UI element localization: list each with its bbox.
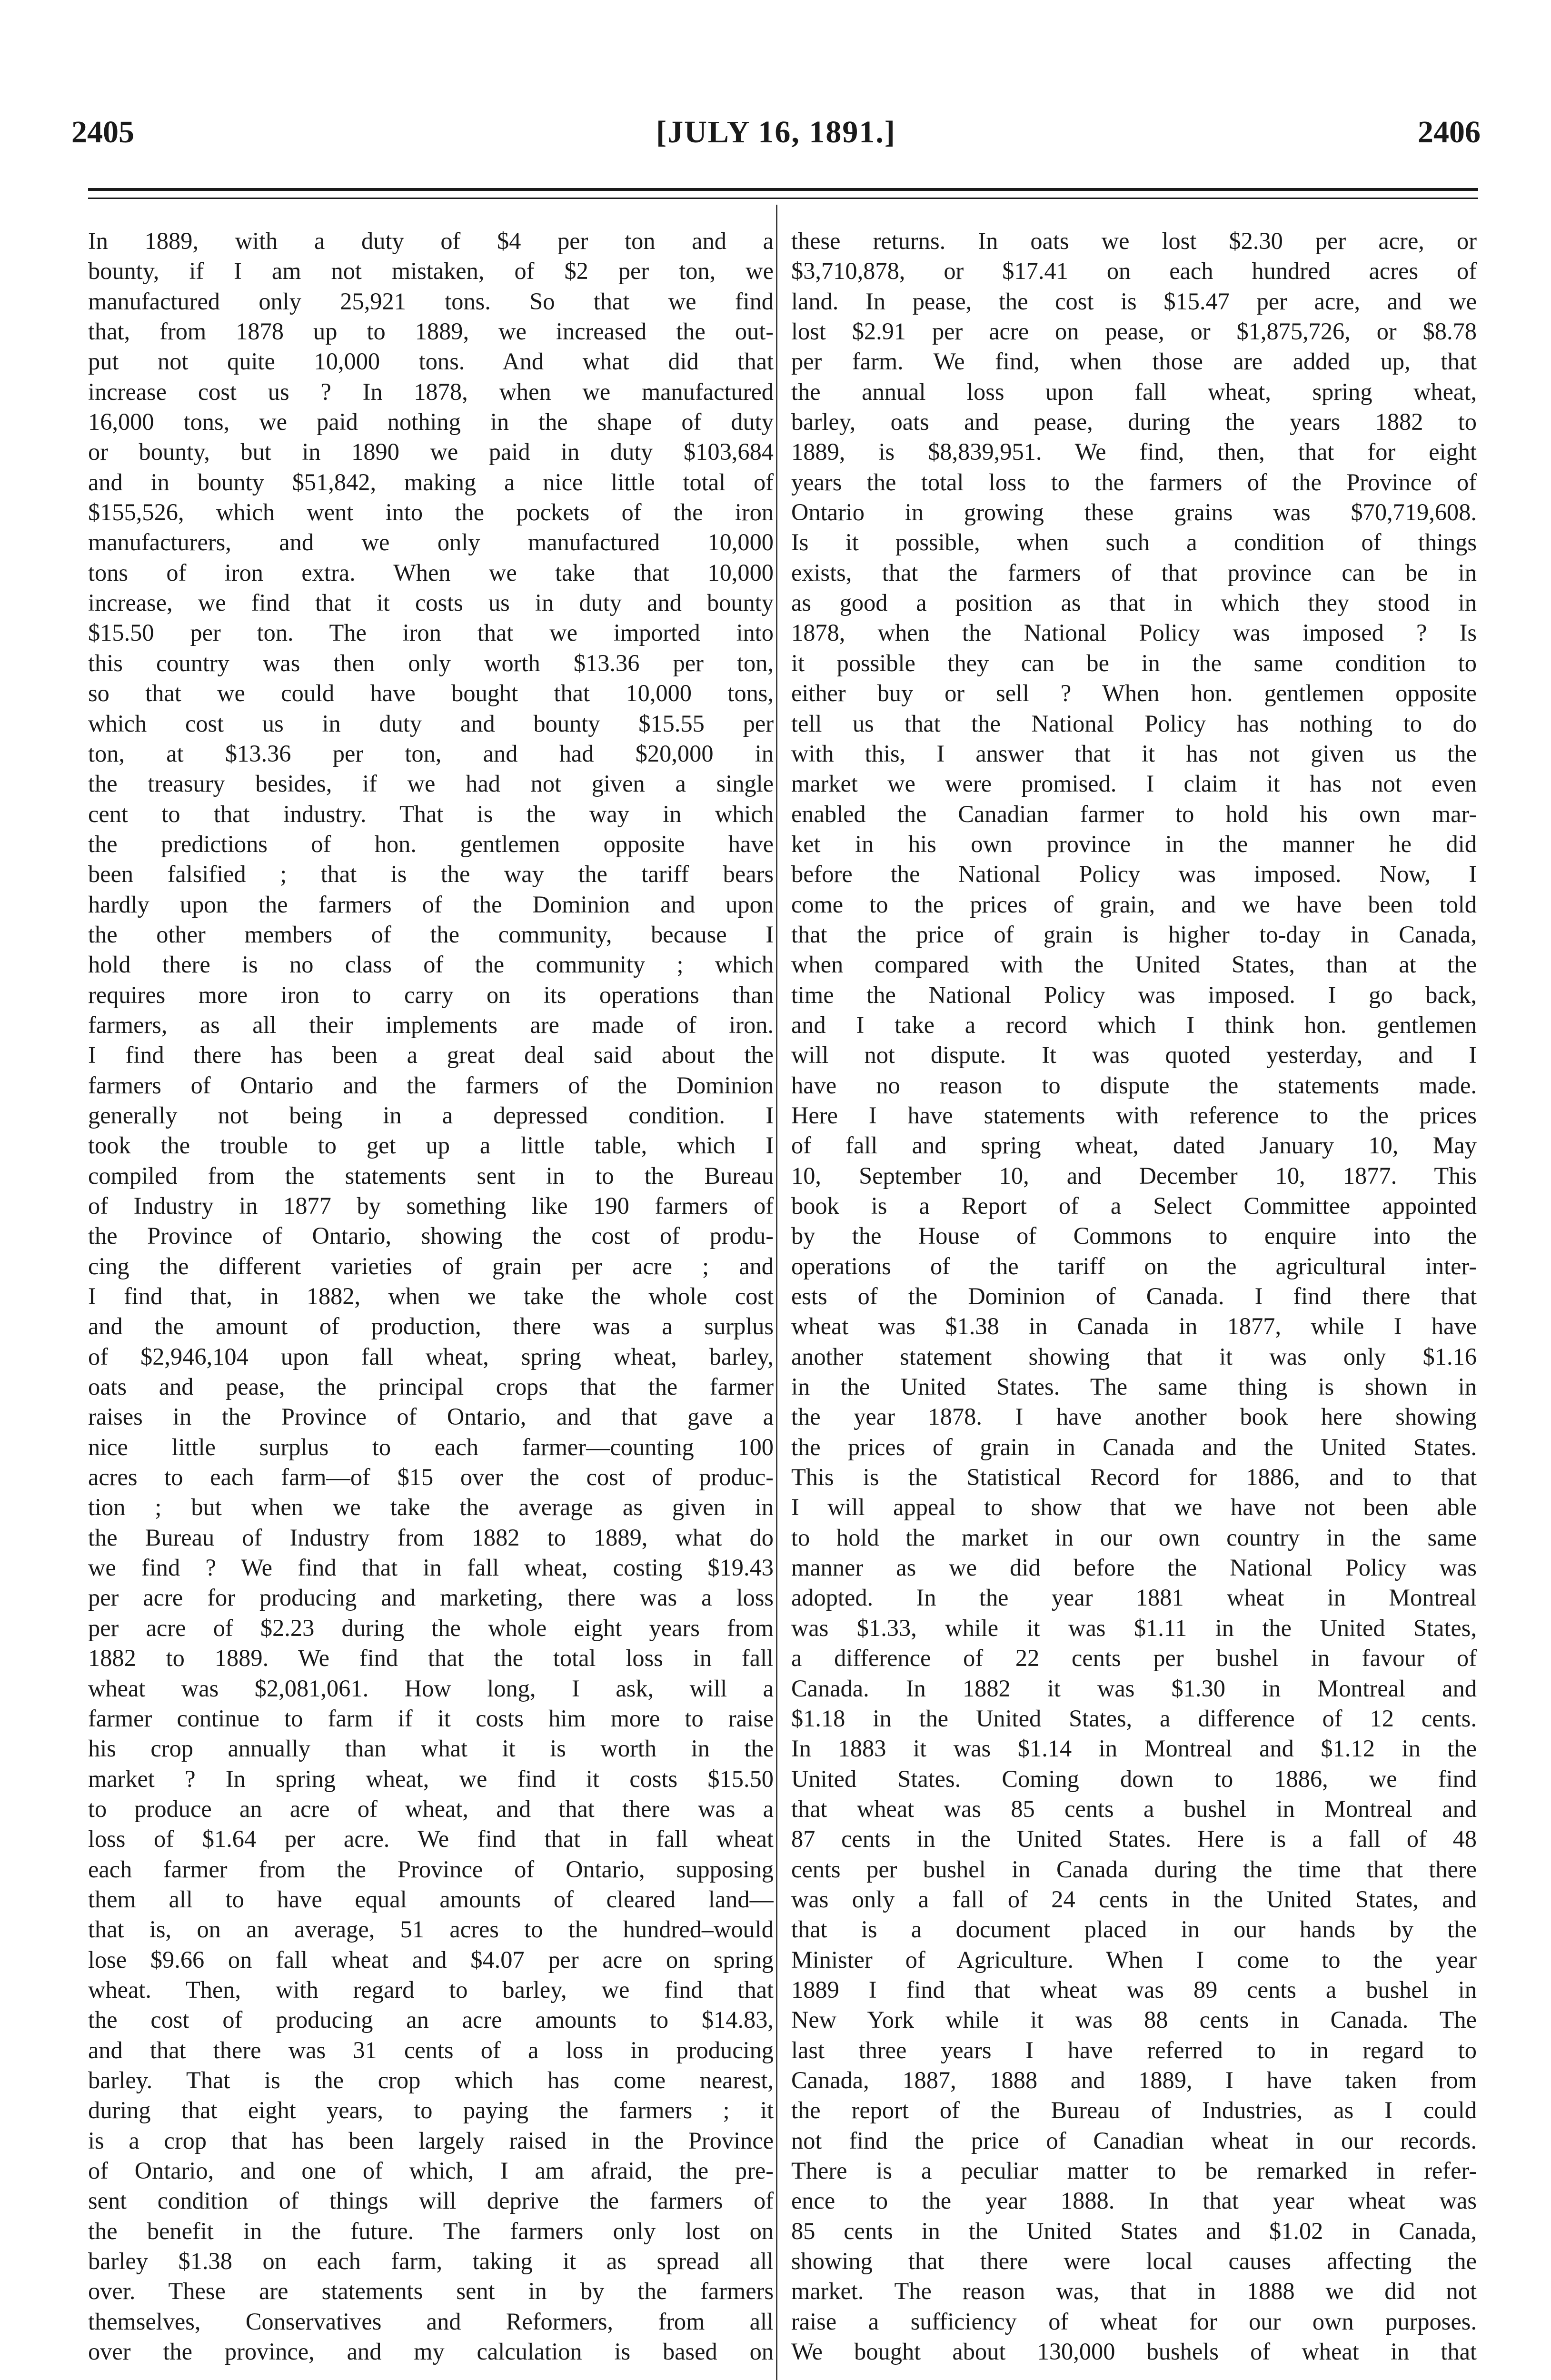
text-line: before the National Policy was imposed. Now, I [791, 861, 1477, 888]
column-divider [776, 205, 777, 2380]
text-line: have no reason to dispute the statements made. [791, 1071, 1477, 1099]
text-line: the annual loss upon fall wheat, spring wheat, [791, 378, 1477, 405]
text-line: compiled from the statements sent in to the Bureau [88, 1162, 774, 1189]
text-line: per acre for producing and marketing, there was a loss [88, 1584, 774, 1611]
text-line: market. The reason was, that in 1888 we did not [791, 2278, 1477, 2305]
text-line: increase, we find that it costs us in duty and bounty [88, 589, 774, 616]
text-line: $3,710,878, or $17.41 on each hundred acres of [791, 258, 1477, 285]
text-line: tell us that the National Policy has nothing to do [791, 710, 1477, 737]
text-line: so that we could have bought that 10,000 tons, [88, 680, 774, 707]
text-line: adopted. In the year 1881 wheat in Montreal [791, 1584, 1477, 1611]
text-line: a difference of 22 cents per bushel in favour of [791, 1645, 1477, 1672]
text-line: farmers of Ontario and the farmers of the Dominion [88, 1071, 774, 1099]
text-line: by the House of Commons to enquire into the [791, 1222, 1477, 1250]
right-column [791, 226, 1477, 2380]
text-line: this country was then only worth $13.36 per ton, [88, 649, 774, 676]
text-line: the cost of producing an acre amounts to $14.83, [88, 2006, 774, 2033]
text-line: wheat was $1.38 in Canada in 1877, while I have [791, 1313, 1477, 1340]
text-line: oats and pease, the principal crops that the farmer [88, 1373, 774, 1400]
text-line: ence to the year 1888. In that year wheat was [791, 2187, 1477, 2214]
text-line: hold there is no class of the community ; which [88, 951, 774, 978]
text-line: nice little surplus to each farmer—counting 100 [88, 1433, 774, 1460]
text-line: the benefit in the future. The farmers only lost on [88, 2217, 774, 2244]
text-line: I find that, in 1882, when we take the whole cost [88, 1283, 774, 1310]
text-line: time the National Policy was imposed. I go back, [791, 981, 1477, 1008]
text-line: There is a peculiar matter to be remarked in refer- [791, 2157, 1477, 2184]
text-line: operations of the tariff on the agricultural inter- [791, 1252, 1477, 1279]
text-line: exists, that the farmers of that province can be in [791, 559, 1477, 586]
text-line: another statement showing that it was only $1.16 [791, 1343, 1477, 1370]
header-rule-thin [88, 198, 1478, 199]
text-line: is a crop that has been largely raised in the Province [88, 2127, 774, 2154]
text-line: raises in the Province of Ontario, and that gave a [88, 1403, 774, 1430]
left-column [88, 226, 774, 2380]
text-line: Minister of Agriculture. When I come to the year [791, 1946, 1477, 1973]
text-line: over the province, and my calculation is based on [88, 2338, 774, 2365]
text-line: that wheat was 85 cents a bushel in Montreal and [791, 1795, 1477, 1822]
text-line: to hold the market in our own country in the same [791, 1524, 1477, 1551]
text-line: Canada. In 1882 it was $1.30 in Montreal and [791, 1675, 1477, 1702]
text-line: the prices of grain in Canada and the United States. [791, 1433, 1477, 1460]
text-line: barley, oats and pease, during the years 1882 to [791, 408, 1477, 436]
text-line: 10, September 10, and December 10, 1877. This [791, 1162, 1477, 1189]
text-line: sent condition of things will deprive the farmers of [88, 2187, 774, 2214]
text-line: $1.18 in the United States, a difference of 12 cents. [791, 1705, 1477, 1732]
text-line: cent to that industry. That is the way in which [88, 800, 774, 827]
text-line: of fall and spring wheat, dated January 10, May [791, 1132, 1477, 1159]
text-line: last three years I have referred to in regard to [791, 2036, 1477, 2063]
text-line: market ? In spring wheat, we find it costs $15.50 [88, 1765, 774, 1792]
text-line: that, from 1878 up to 1889, we increased the out- [88, 318, 774, 345]
text-line: either buy or sell ? When hon. gentlemen opposite [791, 680, 1477, 707]
text-line: enabled the Canadian farmer to hold his own mar- [791, 800, 1477, 827]
text-line: the other members of the community, because I [88, 921, 774, 948]
text-line: 1878, when the National Policy was imposed ? Is [791, 619, 1477, 646]
text-line: the Province of Ontario, showing the cost of produ- [88, 1222, 774, 1250]
text-line: will not dispute. It was quoted yesterday, and I [791, 1041, 1477, 1069]
text-line: the predictions of hon. gentlemen opposite have [88, 830, 774, 857]
text-line: 87 cents in the United States. Here is a fall of 48 [791, 1825, 1477, 1853]
text-line: the year 1878. I have another book here showing [791, 1403, 1477, 1430]
text-line: manner as we did before the National Policy was [791, 1554, 1477, 1581]
text-line: that is, on an average, 51 acres to the hundred–would [88, 1916, 774, 1943]
text-line: the report of the Bureau of Industries, as I could [791, 2097, 1477, 2124]
text-line: tion ; but when we take the average as given in [88, 1494, 774, 1521]
text-line: per farm. We find, when those are added up, that [791, 348, 1477, 375]
text-line: 1882 to 1889. We find that the total loss in fall [88, 1645, 774, 1672]
text-line: was $1.33, while it was $1.11 in the United States, [791, 1614, 1477, 1641]
text-line: that the price of grain is higher to-day in Canada, [791, 921, 1477, 948]
text-line: Is it possible, when such a condition of things [791, 529, 1477, 556]
text-line: which cost us in duty and bounty $15.55 per [88, 710, 774, 737]
text-line: Ontario in growing these grains was $70,719,608. [791, 499, 1477, 526]
text-line: cing the different varieties of grain per acre ; and [88, 1252, 774, 1279]
text-line: and the amount of production, there was a surplus [88, 1313, 774, 1340]
text-line: years the total loss to the farmers of the Province of [791, 468, 1477, 496]
text-line: that is a document placed in our hands by the [791, 1916, 1477, 1943]
text-line: as good a position as that in which they stood in [791, 589, 1477, 616]
header-rule-thick [88, 188, 1478, 191]
text-line: generally not being in a depressed condition. I [88, 1101, 774, 1129]
text-line: barley. That is the crop which has come nearest, [88, 2066, 774, 2093]
text-line: ests of the Dominion of Canada. I find there that [791, 1283, 1477, 1310]
text-line: 1889, is $8,839,951. We find, then, that for eight [791, 438, 1477, 466]
text-line: of Industry in 1877 by something like 190 farmers of [88, 1192, 774, 1219]
text-line: his crop annually than what it is worth in the [88, 1735, 774, 1762]
text-line: New York while it was 88 cents in Canada. The [791, 2006, 1477, 2033]
text-line: raise a sufficiency of wheat for our own purposes. [791, 2308, 1477, 2335]
text-line: and that there was 31 cents of a loss in producing [88, 2036, 774, 2063]
text-line: increase cost us ? In 1878, when we manufactured [88, 378, 774, 405]
page-number-right: 2406 [1418, 115, 1481, 149]
text-line: 16,000 tons, we paid nothing in the shape of duty [88, 408, 774, 436]
text-line: not find the price of Canadian wheat in our records. [791, 2127, 1477, 2154]
text-line: to produce an acre of wheat, and that there was a [88, 1795, 774, 1822]
text-line: book is a Report of a Select Committee appointed [791, 1192, 1477, 1219]
text-line: hardly upon the farmers of the Dominion and upon [88, 891, 774, 918]
text-line: them all to have equal amounts of cleared land— [88, 1885, 774, 1913]
page-header [71, 114, 1481, 167]
text-line: each farmer from the Province of Ontario, supposing [88, 1855, 774, 1883]
text-line: cents per bushel in Canada during the time that there [791, 1855, 1477, 1883]
header-date: [JULY 16, 1891.] [656, 115, 896, 149]
text-line: come to the prices of grain, and we have been told [791, 891, 1477, 918]
text-line: and I take a record which I think hon. gentlemen [791, 1011, 1477, 1038]
text-line: took the trouble to get up a little table, which I [88, 1132, 774, 1159]
text-line: market we were promised. I claim it has not even [791, 770, 1477, 797]
text-line: bounty, if I am not mistaken, of $2 per ton, we [88, 258, 774, 285]
text-line: been falsified ; that is the way the tariff bears [88, 861, 774, 888]
text-line: farmers, as all their implements are made of iron. [88, 1011, 774, 1038]
text-line: these returns. In oats we lost $2.30 per acre, or [791, 228, 1477, 254]
text-line: farmer continue to farm if it costs him more to raise [88, 1705, 774, 1732]
text-line: Canada, 1887, 1888 and 1889, I have taken from [791, 2066, 1477, 2093]
text-line: tons of iron extra. When we take that 10,000 [88, 559, 774, 586]
text-line: loss of $1.64 per acre. We find that in fall wheat [88, 1825, 774, 1853]
text-line: $155,526, which went into the pockets of the iron [88, 499, 774, 526]
text-line: during that eight years, to paying the farmers ; it [88, 2097, 774, 2124]
text-line: ton, at $13.36 per ton, and had $20,000 in [88, 740, 774, 767]
text-line: This is the Statistical Record for 1886, and to that [791, 1464, 1477, 1491]
text-line: In 1889, with a duty of $4 per ton and a [88, 228, 774, 254]
text-line: put not quite 10,000 tons. And what did that [88, 348, 774, 375]
text-line: 1889 I find that wheat was 89 cents a bushel in [791, 1976, 1477, 2003]
text-line: with this, I answer that it has not given us the [791, 740, 1477, 767]
text-line: of Ontario, and one of which, I am afraid, the pre- [88, 2157, 774, 2184]
text-line: of $2,946,104 upon fall wheat, spring wheat, barley, [88, 1343, 774, 1370]
text-line: Here I have statements with reference to the prices [791, 1101, 1477, 1129]
text-line: I find there has been a great deal said about the [88, 1041, 774, 1069]
text-line: ket in his own province in the manner he did [791, 830, 1477, 857]
text-line: showing that there were local causes affecting the [791, 2248, 1477, 2275]
text-line: requires more iron to carry on its operations than [88, 981, 774, 1008]
text-line: the treasury besides, if we had not given a single [88, 770, 774, 797]
text-line: the Bureau of Industry from 1882 to 1889, what do [88, 1524, 774, 1551]
text-line: or bounty, but in 1890 we paid in duty $103,684 [88, 438, 774, 466]
text-line: I will appeal to show that we have not been able [791, 1494, 1477, 1521]
text-line: and in bounty $51,842, making a nice little total of [88, 468, 774, 496]
text-line: manufactured only 25,921 tons. So that we find [88, 288, 774, 315]
text-line: per acre of $2.23 during the whole eight years from [88, 1614, 774, 1641]
text-line: We bought about 130,000 bushels of wheat in that [791, 2338, 1477, 2365]
text-line: $15.50 per ton. The iron that we imported into [88, 619, 774, 646]
text-line: we find ? We find that in fall wheat, costing $19.43 [88, 1554, 774, 1581]
text-line: in the United States. The same thing is shown in [791, 1373, 1477, 1400]
text-line: was only a fall of 24 cents in the United States, and [791, 1885, 1477, 1913]
page-number-left: 2405 [71, 115, 134, 149]
text-line: lose $9.66 on fall wheat and $4.07 per acre on spring [88, 1946, 774, 1973]
text-line: acres to each farm—of $15 over the cost of produc- [88, 1464, 774, 1491]
text-line: barley $1.38 on each farm, taking it as spread all [88, 2248, 774, 2275]
text-line: over. These are statements sent in by the farmers [88, 2278, 774, 2305]
text-line: 85 cents in the United States and $1.02 in Canada, [791, 2217, 1477, 2244]
text-line: wheat. Then, with regard to barley, we find that [88, 1976, 774, 2003]
text-line: United States. Coming down to 1886, we find [791, 1765, 1477, 1792]
text-line: it possible they can be in the same condition to [791, 649, 1477, 676]
text-line: manufacturers, and we only manufactured 10,000 [88, 529, 774, 556]
text-line: In 1883 it was $1.14 in Montreal and $1.12 in the [791, 1735, 1477, 1762]
text-line: lost $2.91 per acre on pease, or $1,875,726, or $8.78 [791, 318, 1477, 345]
text-line: wheat was $2,081,061. How long, I ask, will a [88, 1675, 774, 1702]
text-line: when compared with the United States, than at the [791, 951, 1477, 978]
text-line: land. In pease, the cost is $15.47 per acre, and we [791, 288, 1477, 315]
text-line: themselves, Conservatives and Reformers, from all [88, 2308, 774, 2335]
